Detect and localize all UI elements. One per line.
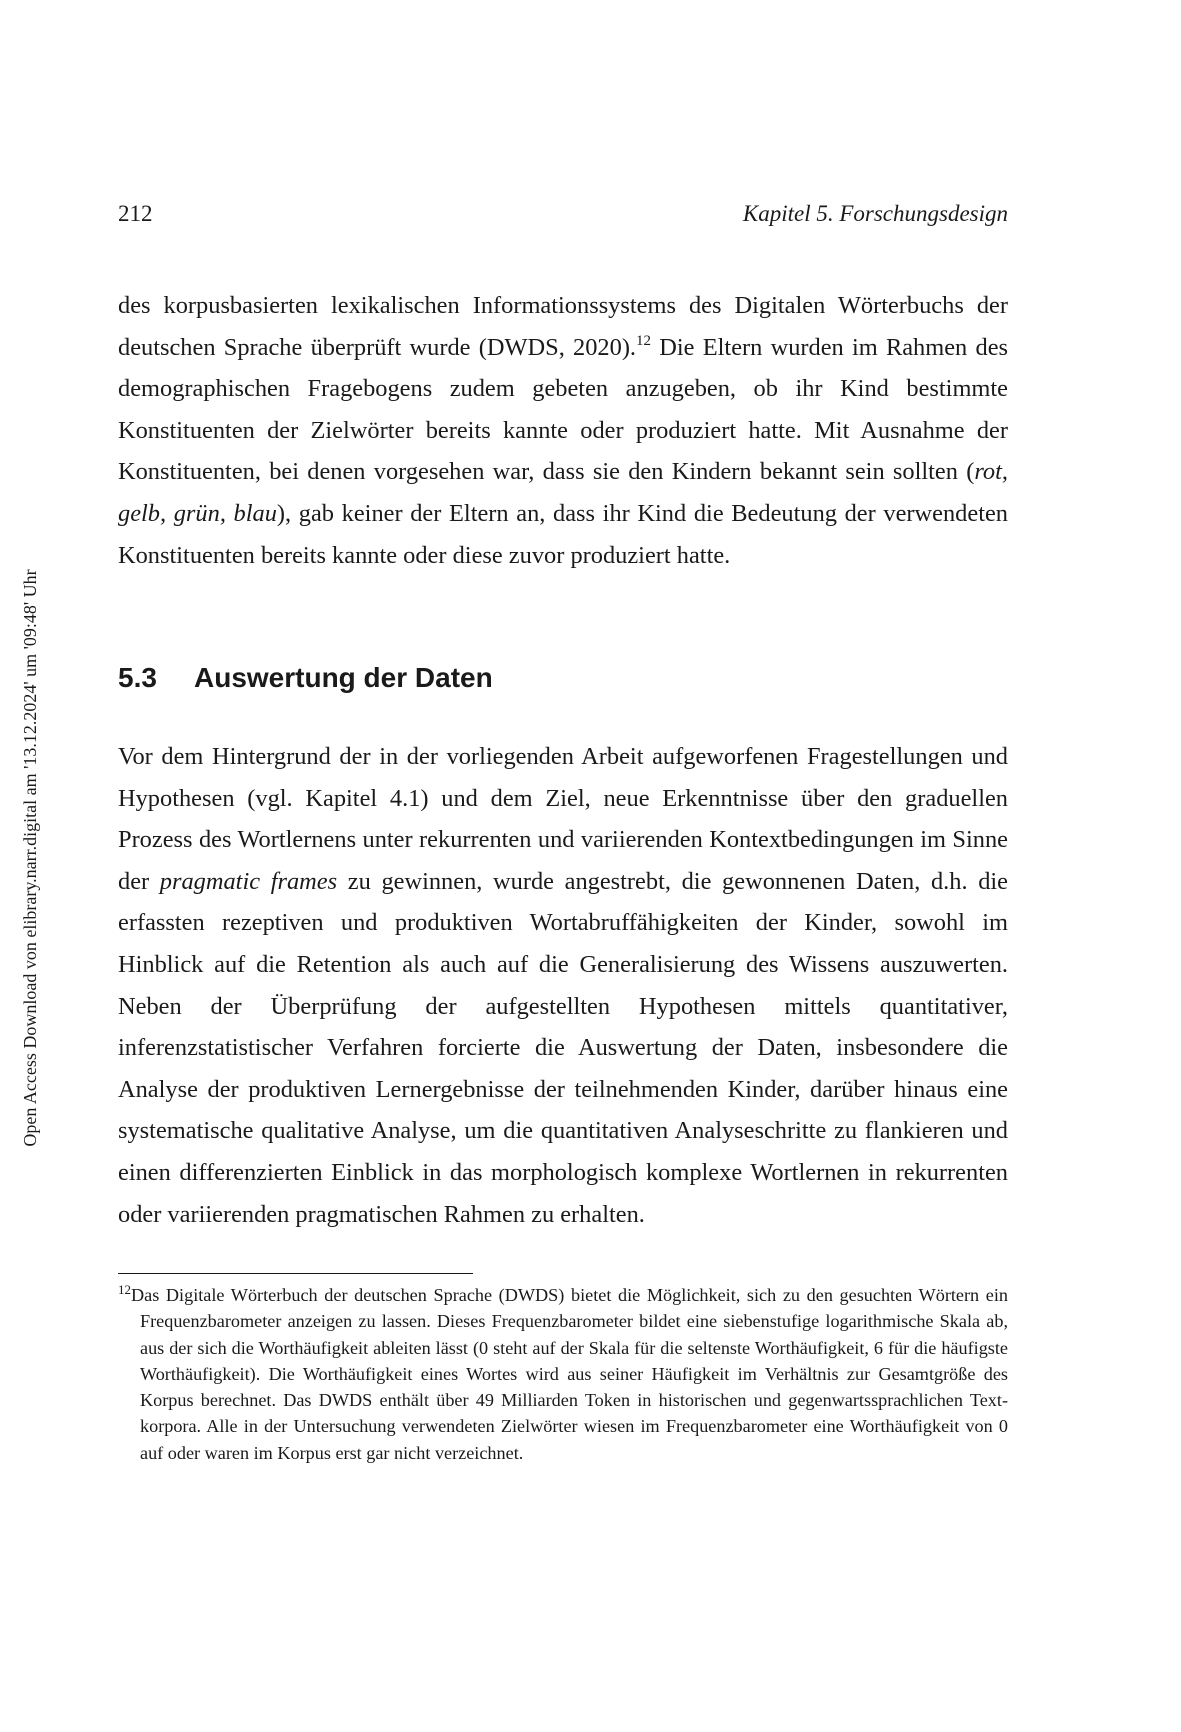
- paragraph-1-emphasis: rot, gelb, grün, blau: [118, 458, 1008, 527]
- paragraph-1-text-c: ), gab keiner der Eltern an, dass ihr Kind die Bedeutung der verwendeten Konstituenten bereits kannte oder diese zuvor produziert hatte.: [118, 499, 1008, 569]
- footnote-mark: 12: [118, 1282, 131, 1297]
- paragraph-1-text-b: Die Eltern wurden im Rahmen des demographischen Fragebogens zudem gebeten anzugeben, ob ihr Kind bestimmte Konstituenten der Zielwörter bereits kannte oder produziert hatte. Mit Ausnahme der Konstituenten, bei denen vorgesehen war, dass sie den Kindern bekannt sein sollten (: [118, 333, 1009, 486]
- paragraph-1: [118, 285, 1008, 576]
- paragraph-2-text-a: Vor dem Hintergrund der in der vorliegenden Arbeit aufgeworfenen Fragestellungen und Hypothesen (vgl. Kapitel 4.1) und dem Ziel, neue Erkenntnisse über den graduellen Prozess des Wortlernens unter rekurrenten und variierenden Kontextbedingungen im Sinne der: [118, 743, 1008, 895]
- footnote-reference[interactable]: 12: [636, 332, 652, 349]
- paragraph-2-text-b: zu gewinnen, wurde angestrebt, die gewonnenen Daten, d.h. die erfassten rezeptiven und produktiven Wortabruffähigkeiten der Kinder, sowohl im Hinblick auf die Retention als auch auf die Generalisierung des Wissens auszuwerten. Neben der Überprüfung der aufgestellten Hypothesen mittels quantitativer, inferenzstatistischer Verfahren forcierte die Auswertung der Daten, insbesondere die Analyse der produktiven Lernergebnisse der teilnehmenden Kinder, darüber hinaus eine systematische qualitative Analyse, um die quantitativen Analyseschritte zu flankieren und einen differenzierten Einblick in das morphologisch komplexe Wortlernen in rekurrenten oder variierenden pragmatischen Rahmen zu erhalten.: [118, 867, 1008, 1228]
- margin-download-note-text: Open Access Download von elibrary.narr.digital am '13.12.2024' um '09:48' Uhr: [20, 569, 40, 1147]
- running-head: [118, 198, 1008, 230]
- footnote-text: Das Digitale Wörterbuch der deutschen Sprache (DWDS) bietet die Möglichkeit, sich zu den gesuchten Wörtern ein Frequenzbarometer anzeigen zu lassen. Dieses Frequenzbarometer bildet eine siebenstufige logarithmische Skala ab, aus der sich die Worthäufigkeit ableiten lässt (0 steht auf der Skala für die seltenste Worthäufigkeit, 6 für die häufigste Worthäufigkeit). Die Worthäufigkeit eines Wortes wird aus seiner Häufigkeit im Verhältnis zur Gesamtgröße des Korpus berechnet. Das DWDS enthält über 49 Milliarden Token in historischen und gegenwartssprachlichen Textkorpora. Alle in der Untersuchung verwendeten Zielwörter wiesen im Frequenzbarometer eine Worthäufigkeit von 0 auf oder waren im Korpus erst gar nicht verzeichnet.: [131, 1285, 1008, 1463]
- chapter-title: Kapitel 5. Forschungsdesign: [742, 201, 1008, 226]
- page-number: 212: [118, 201, 153, 226]
- paragraph-1-text-a: des korpusbasierten lexikalischen Informationssystems des Digitalen Wörterbuchs der deutschen Sprache überprüft wurde (DWDS, 2020).: [118, 292, 1008, 361]
- paragraph-2: [118, 736, 1008, 1235]
- section-number: 5.3: [118, 662, 157, 693]
- footnote-body: [118, 1282, 1008, 1466]
- section-heading: [118, 660, 1008, 696]
- paragraph-2-emphasis: pragmatic frames: [159, 867, 338, 895]
- section-title: Auswertung der Daten: [194, 662, 493, 693]
- footnote: [118, 1282, 1008, 1466]
- footnote-rule: [118, 1273, 473, 1274]
